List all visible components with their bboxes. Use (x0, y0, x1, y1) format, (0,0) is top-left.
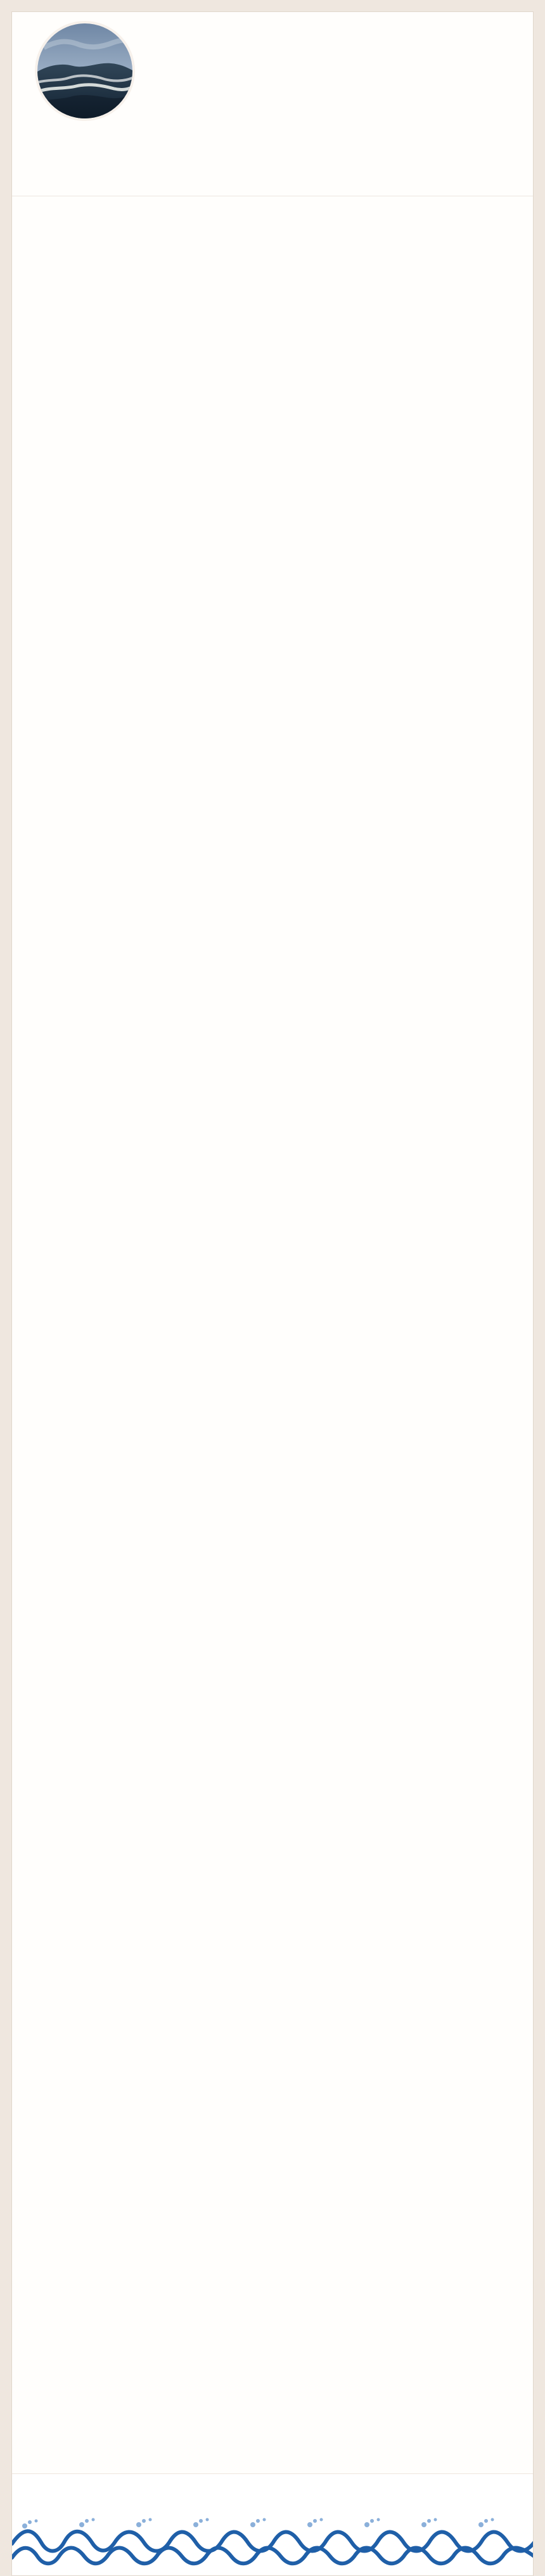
article-paper (11, 11, 534, 2576)
seascape-image (37, 23, 132, 118)
article-header (12, 12, 533, 196)
article-content (12, 196, 533, 213)
wave-decoration (12, 2473, 534, 2575)
